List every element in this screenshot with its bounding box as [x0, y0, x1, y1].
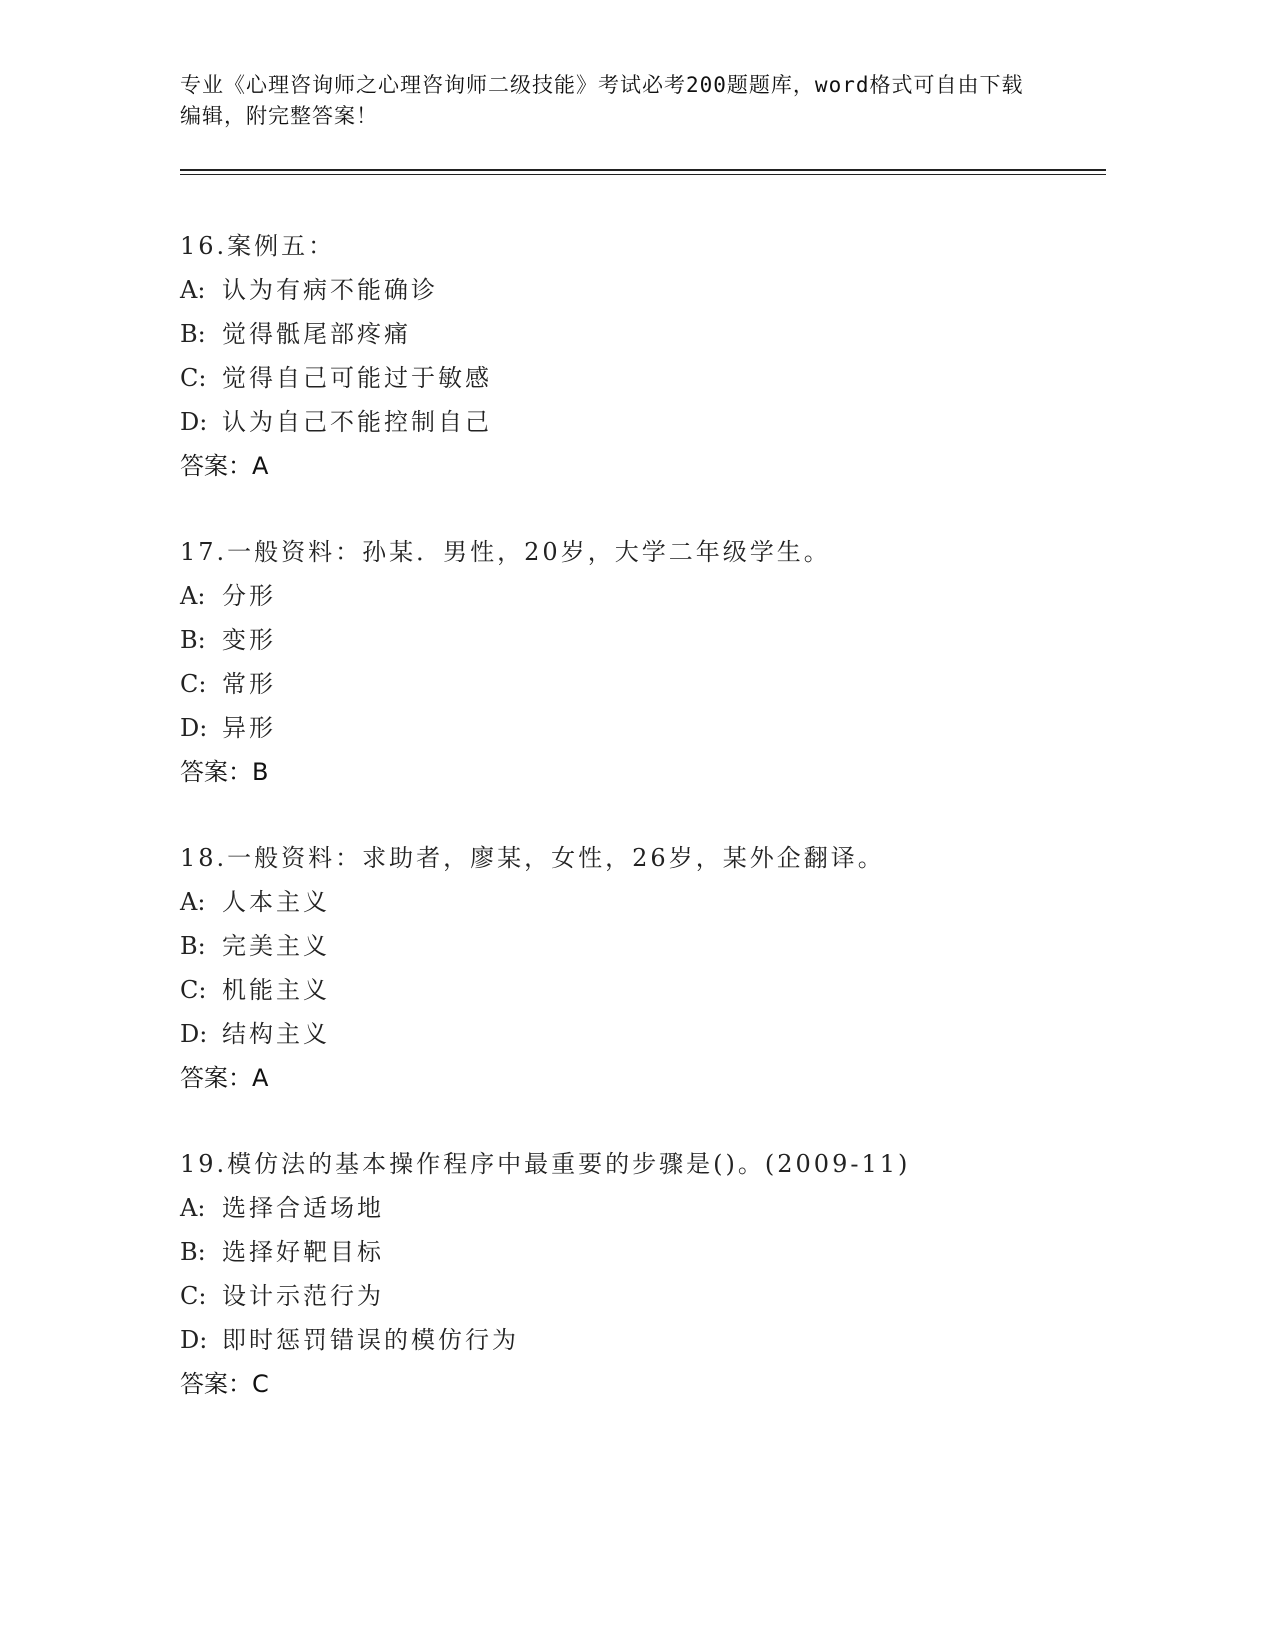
question-18 — [180, 836, 1080, 1142]
option-a — [180, 1186, 1080, 1230]
option-text: 觉得骶尾部疼痛 — [222, 320, 411, 348]
option-key: B: — [180, 320, 206, 348]
option-key: C: — [180, 670, 207, 698]
option-text: 常形 — [222, 670, 276, 698]
answer-value: A — [252, 1064, 269, 1092]
answer-line — [180, 1056, 1080, 1100]
option-key: B: — [180, 932, 206, 960]
option-text: 设计示范行为 — [222, 1282, 384, 1310]
option-key: D: — [180, 408, 208, 436]
answer-label: 答案： — [180, 452, 252, 480]
option-d — [180, 1012, 1080, 1056]
option-key: D: — [180, 1326, 208, 1354]
question-stem: 18.一般资料：求助者，廖某，女性，26岁，某外企翻译。 — [180, 844, 885, 872]
option-a — [180, 574, 1080, 618]
question-19 — [180, 1142, 1080, 1448]
option-text: 结构主义 — [222, 1020, 330, 1048]
option-b — [180, 924, 1080, 968]
option-b — [180, 1230, 1080, 1274]
option-key: C: — [180, 364, 207, 392]
option-d — [180, 706, 1080, 750]
option-d — [180, 1318, 1080, 1362]
option-c — [180, 356, 1080, 400]
option-text: 变形 — [222, 626, 276, 654]
question-stem: 19.模仿法的基本操作程序中最重要的步骤是()。(2009-11) — [180, 1150, 911, 1178]
option-text: 异形 — [222, 714, 276, 742]
answer-value: B — [252, 758, 269, 786]
option-text: 选择合适场地 — [222, 1194, 384, 1222]
option-key: B: — [180, 1238, 206, 1266]
question-stem: 16.案例五： — [180, 232, 336, 260]
option-text: 认为自己不能控制自己 — [222, 408, 492, 436]
option-text: 选择好靶目标 — [222, 1238, 384, 1266]
option-text: 人本主义 — [222, 888, 330, 916]
option-text: 即时惩罚错误的模仿行为 — [222, 1326, 519, 1354]
question-list — [180, 224, 1080, 1448]
option-key: C: — [180, 976, 207, 1004]
option-a — [180, 880, 1080, 924]
question-16 — [180, 224, 1080, 530]
option-b — [180, 312, 1080, 356]
option-a — [180, 268, 1080, 312]
question-stem: 17.一般资料：孙某．男性，20岁，大学二年级学生。 — [180, 538, 831, 566]
option-key: A: — [180, 1194, 206, 1222]
option-text: 分形 — [222, 582, 276, 610]
answer-label: 答案： — [180, 1370, 252, 1398]
answer-line — [180, 444, 1080, 488]
option-c — [180, 662, 1080, 706]
option-key: B: — [180, 626, 206, 654]
question-17 — [180, 530, 1080, 836]
answer-value: A — [252, 452, 269, 480]
option-c — [180, 1274, 1080, 1318]
answer-value: C — [252, 1370, 269, 1398]
intro-text: 专业《心理咨询师之心理咨询师二级技能》考试必考200题题库，word格式可自由下载编辑，附完整答案！ — [180, 73, 1024, 128]
answer-label: 答案： — [180, 1064, 252, 1092]
header-divider-thin — [180, 174, 1106, 175]
option-text: 机能主义 — [222, 976, 330, 1004]
answer-line — [180, 1362, 1080, 1406]
option-text: 认为有病不能确诊 — [222, 276, 438, 304]
option-key: C: — [180, 1282, 207, 1310]
option-text: 完美主义 — [222, 932, 330, 960]
answer-label: 答案： — [180, 758, 252, 786]
option-d — [180, 400, 1080, 444]
option-key: A: — [180, 582, 206, 610]
option-key: D: — [180, 714, 208, 742]
option-b — [180, 618, 1080, 662]
option-key: A: — [180, 888, 206, 916]
answer-line — [180, 750, 1080, 794]
header-divider-thick — [180, 169, 1106, 171]
option-text: 觉得自己可能过于敏感 — [222, 364, 492, 392]
option-c — [180, 968, 1080, 1012]
option-key: A: — [180, 276, 206, 304]
option-key: D: — [180, 1020, 208, 1048]
